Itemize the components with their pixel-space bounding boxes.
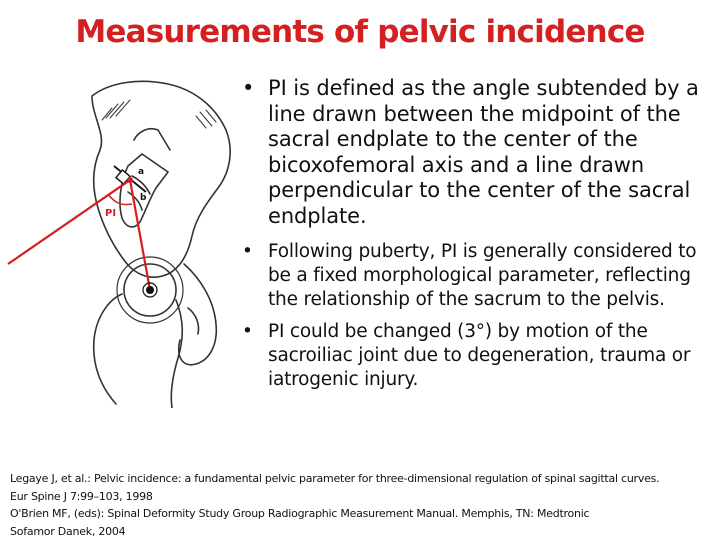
pelvis-diagram — [0, 68, 268, 408]
bullet-item — [238, 320, 720, 392]
pelvis-lateral-illustration — [0, 68, 268, 408]
reference-line: Eur Spine J 7:99–103, 1998 — [10, 489, 153, 503]
bullet-dot: • — [242, 241, 253, 262]
references — [10, 470, 718, 540]
point-a-label: a — [138, 167, 145, 177]
perpendicular-line — [8, 180, 130, 264]
bullet-item — [238, 76, 720, 229]
reference-line: Sofamor Danek, 2004 — [10, 524, 126, 538]
bullet-dot: • — [242, 76, 255, 100]
bullet-text: PI is defined as the angle subtended by a line drawn between the midpoint of the sacral endplate to the center of the bicoxofemoral axis and a line drawn perpendicular to the center of the sacral endplate. — [268, 76, 699, 228]
slide-title: Measurements of pelvic incidence — [75, 14, 645, 50]
bullet-text: Following puberty, PI is generally considered to be a fixed morphological parameter, reflecting the relationship of the sacrum to the pelvis. — [268, 241, 697, 310]
midpoint-dot — [127, 177, 133, 183]
bullet-dot: • — [242, 321, 253, 342]
pi-angle-label: PI — [105, 208, 117, 219]
femur-outline — [94, 294, 183, 408]
point-b-label: b — [140, 193, 147, 203]
bullet-list — [238, 76, 720, 392]
reference-line: Legaye J, et al.: Pelvic incidence: a fundamental pelvic parameter for three-dimensional regulation of spinal sagittal curves. — [10, 472, 660, 485]
ischium-outline — [179, 264, 217, 365]
bullet-text: PI could be changed (3°) by motion of the sacroiliac joint due to degeneration, trauma or iatrogenic injury. — [268, 321, 691, 390]
bullet-item — [238, 240, 720, 312]
reference-line: O'Brien MF, (eds): Spinal Deformity Study Group Radiographic Measurement Manual. Memphis, TN: Medtronic — [10, 507, 590, 520]
hip-center-dot — [146, 286, 154, 294]
